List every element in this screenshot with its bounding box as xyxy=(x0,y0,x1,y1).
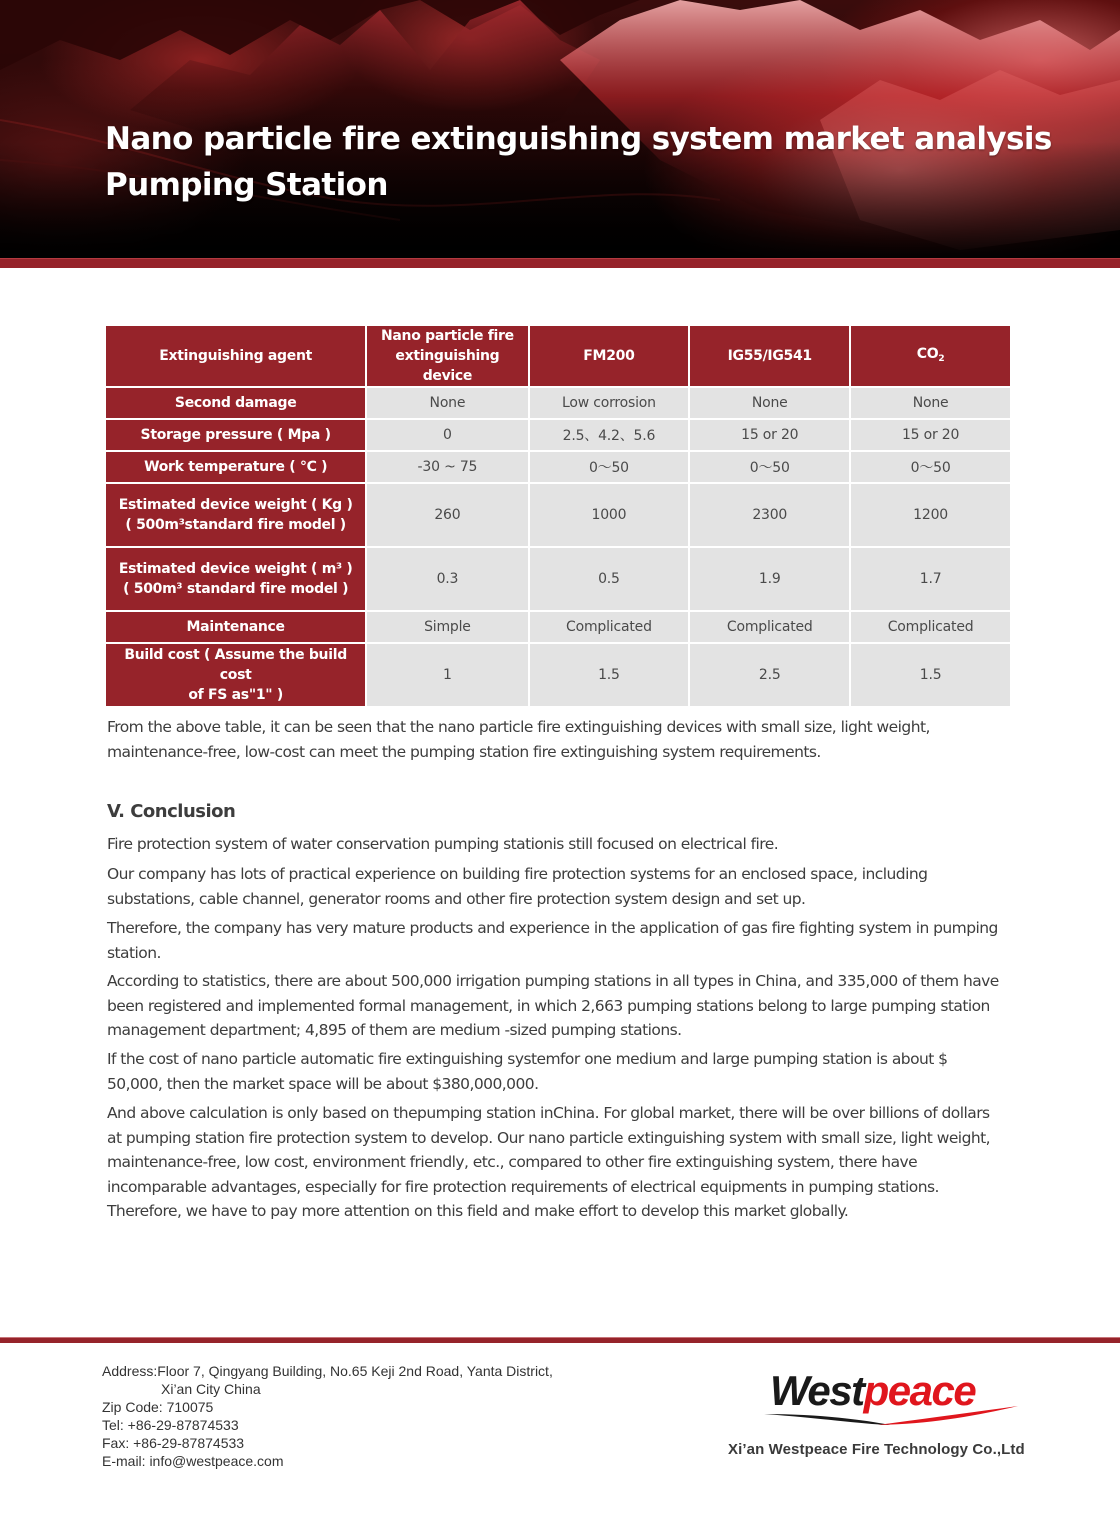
table-cell: Low corrosion xyxy=(530,388,689,418)
contact-info xyxy=(102,1362,553,1470)
conclusion-paragraph: According to statistics, there are about 500,000 irrigation pumping stations in all types in China, and 335,000 of them have been registered and implemented formal management, in which 2,663 pumping stations belong to large pumping station management department; 4,895 of them are medium -sized pumping stations. xyxy=(107,972,999,1039)
table-row xyxy=(106,388,1010,418)
table-cell: 1.5 xyxy=(530,644,689,706)
conclusion-paragraph: And above calculation is only based on thepumping station inChina. For global market, there will be over billions of dollars at pumping station fire protection system to develop. Our nano particle extinguishing system with small size, light weight, maintenance-free, low cost, environment friendly, etc., compared to other fire extinguishing system, there have incomparable advantages, especially for fire protection requirements of electrical equipments in pumping stations. Therefore, we have to pay more attention on this field and make effort to develop this market globally. xyxy=(107,1104,991,1220)
column-header: FM200 xyxy=(530,326,689,386)
header-banner xyxy=(0,0,1120,258)
table-row xyxy=(106,420,1010,450)
row-header-line-1: Estimated device weight ( m³ ) xyxy=(118,561,353,577)
table-row xyxy=(106,484,1010,546)
header-divider xyxy=(0,258,1120,268)
column-header: Extinguishing agent xyxy=(106,326,365,386)
co2-subscript: 2 xyxy=(938,353,945,364)
row-header-line-1: Estimated device weight ( Kg ) xyxy=(118,497,353,513)
table-cell: 0～50 xyxy=(530,452,689,482)
table-cell: None xyxy=(851,388,1010,418)
table-cell: 0～50 xyxy=(690,452,849,482)
row-header: Maintenance xyxy=(106,612,365,642)
telephone: Tel: +86-29-87874533 xyxy=(102,1417,239,1433)
table-cell: 1.9 xyxy=(690,548,849,610)
column-header xyxy=(851,326,1010,386)
table-cell: 1200 xyxy=(851,484,1010,546)
address-line-2: Xi’an City China xyxy=(161,1381,261,1397)
fax: Fax: +86-29-87874533 xyxy=(102,1435,245,1451)
row-header-line-2: ( 500m³standard fire model ) xyxy=(125,517,346,533)
table-summary-paragraph: From the above table, it can be seen that the nano particle fire extinguishing devices with small size, light weight, maintenance-free, low-cost can meet the pumping station fire extinguishing system requirements. xyxy=(107,718,930,761)
row-header-line-2: ( 500m³ standard fire model ) xyxy=(123,581,349,597)
table-cell: 1000 xyxy=(530,484,689,546)
row-header: Second damage xyxy=(106,388,365,418)
row-header xyxy=(106,484,365,546)
conclusion-paragraph: Our company has lots of practical experience on building fire protection systems for an enclosed space, including substations, cable channel, generator rooms and other fire protection system design and set up. xyxy=(107,865,928,908)
table-cell: 1 xyxy=(367,644,527,706)
page-title xyxy=(105,116,1052,208)
footer-divider xyxy=(0,1337,1120,1343)
westpeace-logo xyxy=(760,1368,1020,1430)
column-header: IG55/IG541 xyxy=(690,326,849,386)
table-cell: -30 ~ 75 xyxy=(367,452,527,482)
table-cell: Complicated xyxy=(851,612,1010,642)
title-line-1: Nano particle fire extinguishing system market analysis xyxy=(105,121,1052,157)
table-cell: Simple xyxy=(367,612,527,642)
table-row xyxy=(106,452,1010,482)
table-cell: 0.5 xyxy=(530,548,689,610)
logo-peace: peace xyxy=(863,1367,976,1414)
table-cell: 260 xyxy=(367,484,527,546)
zip-code: Zip Code: 710075 xyxy=(102,1399,214,1415)
section-heading: V. Conclusion xyxy=(107,801,236,822)
table-cell: 0～50 xyxy=(851,452,1010,482)
logo-wordmark xyxy=(770,1368,975,1414)
table-cell: Complicated xyxy=(690,612,849,642)
email: E-mail: info@westpeace.com xyxy=(102,1453,284,1469)
table-cell: 15 or 20 xyxy=(690,420,849,450)
row-header: Storage pressure ( Mpa ) xyxy=(106,420,365,450)
comparison-table xyxy=(104,324,1012,708)
table-cell: None xyxy=(367,388,527,418)
table-cell: Complicated xyxy=(530,612,689,642)
row-header xyxy=(106,644,365,706)
co2-label: CO xyxy=(916,345,939,362)
table-row xyxy=(106,612,1010,642)
table-cell: None xyxy=(690,388,849,418)
logo-west: West xyxy=(770,1367,864,1414)
column-header: Nano particle fire extinguishing device xyxy=(367,326,527,386)
title-line-2: Pumping Station xyxy=(105,167,388,203)
table-cell: 2300 xyxy=(690,484,849,546)
conclusion-paragraph: Therefore, the company has very mature products and experience in the application of gas fire fighting system in pumping station. xyxy=(107,919,998,962)
table-cell: 15 or 20 xyxy=(851,420,1010,450)
table-cell: 1.7 xyxy=(851,548,1010,610)
row-header xyxy=(106,548,365,610)
row-header-line-2: of FS as"1" ) xyxy=(188,687,283,703)
table-row xyxy=(106,644,1010,706)
company-name: Xi’an Westpeace Fire Technology Co.,Ltd xyxy=(728,1441,1025,1458)
conclusion-paragraph: Fire protection system of water conservation pumping stationis still focused on electrical fire. xyxy=(107,835,779,853)
conclusion-paragraph: If the cost of nano particle automatic fire extinguishing systemfor one medium and large pumping station is about $ 50,000, then the market space will be about $380,000,000. xyxy=(107,1050,948,1093)
row-header: Work temperature ( ℃ ) xyxy=(106,452,365,482)
table-cell: 0 xyxy=(367,420,527,450)
table-cell: 2.5、4.2、5.6 xyxy=(530,420,689,450)
table-cell: 2.5 xyxy=(690,644,849,706)
table-cell: 0.3 xyxy=(367,548,527,610)
table-header-row xyxy=(106,326,1010,386)
table-row xyxy=(106,548,1010,610)
table-cell: 1.5 xyxy=(851,644,1010,706)
row-header-line-1: Build cost ( Assume the build cost xyxy=(124,647,347,683)
address-line-1: Address:Floor 7, Qingyang Building, No.65 Keji 2nd Road, Yanta District, xyxy=(102,1363,553,1379)
